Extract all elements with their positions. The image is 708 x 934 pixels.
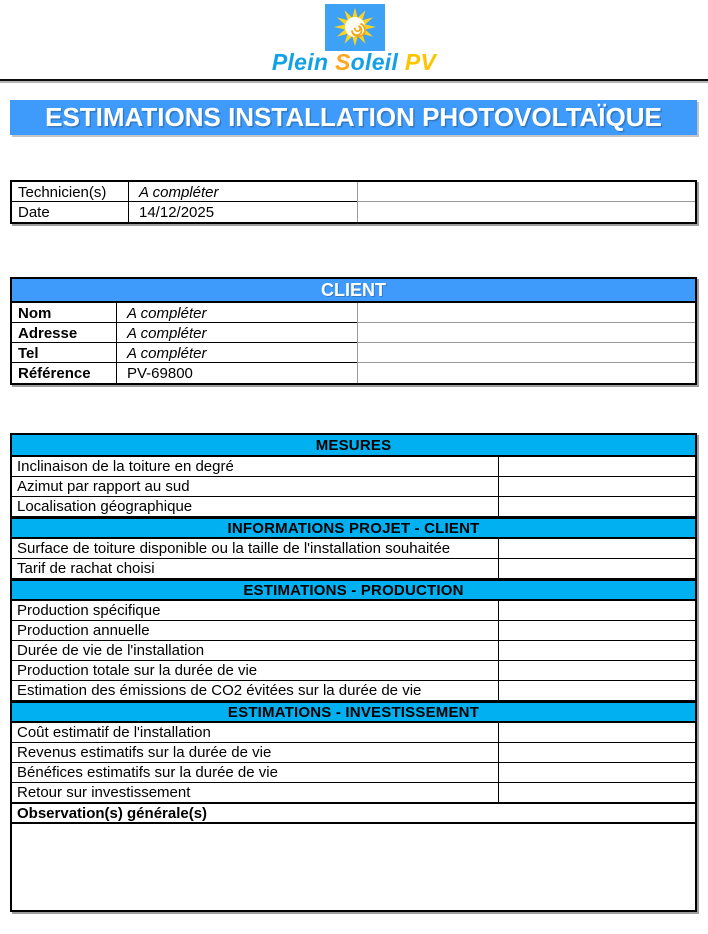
brand-segment: S (335, 49, 351, 75)
value-cell (498, 497, 695, 516)
table-row (12, 783, 695, 803)
page-title: ESTIMATIONS INSTALLATION PHOTOVOLTAÏQUE (10, 100, 697, 135)
table-row (12, 743, 695, 763)
section-header: INFORMATIONS PROJET - CLIENT (12, 517, 695, 539)
row-label: Date (12, 202, 129, 222)
observations-box (12, 824, 695, 910)
table-row (12, 681, 695, 701)
row-label: Référence (12, 363, 117, 383)
estimations-table (10, 433, 697, 912)
row-label: Coût estimatif de l'installation (17, 724, 211, 741)
row-spacer (357, 323, 695, 343)
value-cell (498, 681, 695, 700)
row-label: Nom (12, 303, 117, 323)
value-cell (498, 559, 695, 578)
observations-header: Observation(s) générale(s) (12, 803, 695, 824)
value-cell (498, 457, 695, 476)
row-value: A compléter (117, 303, 357, 323)
section-header: ESTIMATIONS - PRODUCTION (12, 579, 695, 601)
table-row (12, 621, 695, 641)
row-value: PV-69800 (127, 365, 193, 382)
table-row (12, 363, 695, 383)
header-divider (0, 79, 708, 83)
brand-name (0, 49, 708, 76)
value-cell (498, 783, 695, 802)
value-cell (498, 723, 695, 742)
row-spacer (357, 182, 695, 202)
value-cell (498, 477, 695, 496)
row-label: Localisation géographique (17, 498, 193, 515)
table-row (12, 182, 695, 202)
table-row (12, 202, 695, 222)
row-value: A compléter (129, 182, 357, 202)
table-row (12, 641, 695, 661)
table-row (12, 601, 695, 621)
row-label: Durée de vie de l'installation (17, 642, 205, 659)
table-row (12, 661, 695, 681)
row-label: Production totale sur la durée de vie (17, 662, 258, 679)
table-row (12, 723, 695, 743)
row-label: Tarif de rachat choisi (17, 560, 155, 577)
row-label: Azimut par rapport au sud (17, 478, 190, 495)
row-label: Adresse (12, 323, 117, 343)
section-header: ESTIMATIONS - INVESTISSEMENT (12, 701, 695, 723)
brand-segment: oleil (350, 49, 399, 75)
row-spacer (357, 363, 695, 383)
client-table-header: CLIENT (12, 279, 695, 303)
client-table (10, 277, 697, 385)
value-cell (498, 621, 695, 640)
value-cell (498, 601, 695, 620)
table-row (12, 559, 695, 579)
value-cell (498, 661, 695, 680)
section-header: MESURES (12, 435, 695, 457)
row-label: Bénéfices estimatifs sur la durée de vie (17, 764, 278, 781)
sun-logo-icon (325, 4, 385, 51)
meta-table (10, 180, 697, 224)
row-label: Estimation des émissions de CO2 évitées sur la durée de vie (17, 682, 422, 699)
table-row (12, 457, 695, 477)
table-row (12, 763, 695, 783)
table-row (12, 303, 695, 323)
table-row (12, 323, 695, 343)
value-cell (498, 539, 695, 558)
row-spacer (357, 303, 695, 323)
row-label: Retour sur investissement (17, 784, 191, 801)
value-cell (498, 763, 695, 782)
row-label: Surface de toiture disponible ou la taille de l'installation souhaitée (17, 540, 451, 557)
brand-segment: PV (398, 49, 437, 75)
row-label: Revenus estimatifs sur la durée de vie (17, 744, 272, 761)
row-label: Inclinaison de la toiture en degré (17, 458, 234, 475)
row-label: Production spécifique (17, 602, 161, 619)
brand-segment: Plein (271, 49, 335, 75)
value-cell (498, 743, 695, 762)
row-value: 14/12/2025 (139, 204, 215, 221)
row-spacer (357, 202, 695, 222)
row-label: Tel (12, 343, 117, 363)
table-row (12, 343, 695, 363)
row-value: A compléter (117, 323, 357, 343)
table-row (12, 497, 695, 517)
row-label: Technicien(s) (12, 182, 129, 202)
value-cell (498, 641, 695, 660)
row-label: Production annuelle (17, 622, 150, 639)
table-row (12, 477, 695, 497)
row-value: A compléter (117, 343, 357, 363)
table-row (12, 539, 695, 559)
row-spacer (357, 343, 695, 363)
